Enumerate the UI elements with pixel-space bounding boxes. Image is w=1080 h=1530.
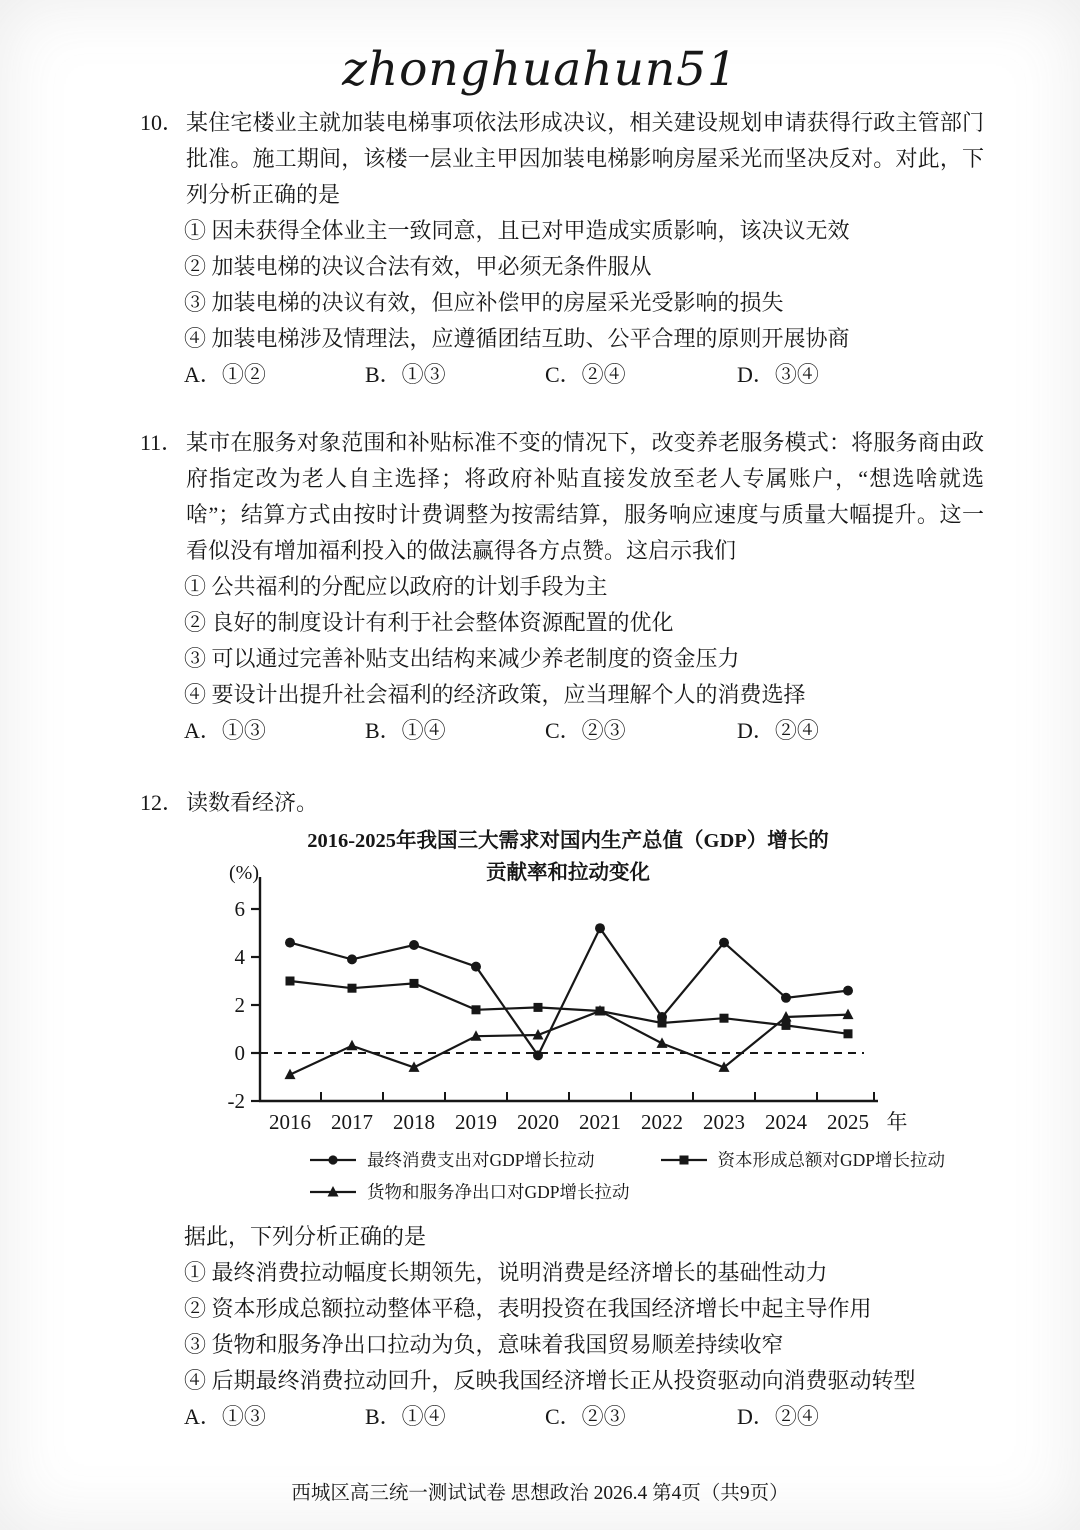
question-11-option-1: ① 公共福利的分配应以政府的计划手段为主 [184,574,608,599]
question-10-number: 10． [140,110,185,135]
question-11-option-4: ④ 要设计出提升社会福利的经济政策，应当理解个人的消费选择 [184,682,806,707]
question-11-number: 11． [140,430,184,455]
svg-text:2024: 2024 [765,1110,807,1134]
question-12-option-4: ④ 后期最终消费拉动回升，反映我国经济增长正从投资驱动向消费驱动转型 [184,1368,916,1393]
svg-text:2018: 2018 [393,1110,435,1134]
question-10-option-1: ① 因未获得全体业主一致同意，且已对甲造成实质影响，该决议无效 [184,218,850,243]
question-10-choice-a: A．①② [184,362,266,387]
question-11-answer-row [184,713,984,749]
page-footer: 西城区高三统一测试试卷 思想政治 2026.4 第4页（共9页） [291,1483,789,1504]
svg-text:2016: 2016 [269,1110,311,1134]
question-12-choice-b: B．①④ [365,1404,446,1429]
question-12-prompt: 据此，下列分析正确的是 [184,1224,427,1249]
question-10-option-4: ④ 加装电梯涉及情理法，应遵循团结互助、公平合理的原则开展协商 [184,326,850,351]
question-10-option-3: ③ 加装电梯的决议有效，但应补偿甲的房屋采光受影响的损失 [184,290,784,315]
svg-text:年: 年 [886,1110,908,1134]
question-11-stem: 某市在服务对象范围和补贴标准不变的情况下，改变养老服务模式：将服务商由政府指定改为老人自主选择；将政府补贴直接发放至老人专属账户，“想选啥就选啥”；结算方式由按时计费调整为按需结算，服务响应速度与质量大幅提升。这一看似没有增加福利投入的做法赢得各方点赞。这启示我们 [186,430,984,563]
question-12-number: 12． [140,790,185,815]
svg-text:2025: 2025 [827,1110,869,1134]
question-10-choice-c: C．②④ [545,362,626,387]
question-10-answer-row [184,357,984,393]
svg-text:0: 0 [234,1041,245,1065]
chart-title-line-2: 贡献率和拉动变化 [486,862,650,884]
legend-label-capital: 资本形成总额对GDP增长拉动 [717,1150,946,1170]
question-12-option-3: ③ 货物和服务净出口拉动为负，意味着我国贸易顺差持续收窄 [184,1332,784,1357]
question-10 [140,105,984,393]
svg-text:-2: -2 [227,1089,245,1113]
legend-triangle-marker-icon [308,1185,358,1199]
question-11-choice-a: A．①③ [184,718,266,743]
svg-text:2022: 2022 [641,1110,683,1134]
svg-text:2017: 2017 [331,1110,373,1134]
gdp-line-chart [210,863,920,1145]
question-11-choice-c: C．②③ [545,718,626,743]
question-12-option-1: ① 最终消费拉动幅度长期领先，说明消费是经济增长的基础性动力 [184,1260,828,1285]
question-11-choice-d: D．②④ [737,718,819,743]
question-12 [140,785,984,1435]
question-10-choice-d: D．③④ [737,362,819,387]
svg-text:(%): (%) [229,863,259,884]
chart-legend [308,1145,984,1207]
svg-text:2023: 2023 [703,1110,745,1134]
legend-square-marker-icon [659,1153,709,1167]
question-10-choice-b: B．①③ [365,362,446,387]
svg-text:2020: 2020 [517,1110,559,1134]
legend-item-net-export [308,1177,630,1207]
legend-circle-marker-icon [308,1153,358,1167]
legend-item-consumption [308,1145,595,1175]
question-12-choice-c: C．②③ [545,1404,626,1429]
svg-text:4: 4 [234,945,245,969]
svg-text:6: 6 [234,897,245,921]
question-12-intro: 读数看经济。 [186,790,319,815]
svg-text:2021: 2021 [579,1110,621,1134]
svg-text:2019: 2019 [455,1110,497,1134]
legend-label-net-export: 货物和服务净出口对GDP增长拉动 [367,1182,630,1202]
svg-text:2: 2 [234,993,245,1017]
question-12-answer-row [184,1399,984,1435]
question-11-choice-b: B．①④ [365,718,446,743]
question-11 [140,425,984,749]
legend-item-capital [659,1145,946,1175]
question-12-option-2: ② 资本形成总额拉动整体平稳，表明投资在我国经济增长中起主导作用 [184,1296,872,1321]
watermark-title: zhonghuahun51 [342,42,738,97]
question-11-option-3: ③ 可以通过完善补贴支出结构来减少养老制度的资金压力 [184,646,740,671]
question-12-choice-d: D．②④ [737,1404,819,1429]
question-10-stem: 某住宅楼业主就加装电梯事项依法形成决议，相关建设规划申请获得行政主管部门批准。施工期间，该楼一层业主甲因加装电梯影响房屋采光而坚决反对。对此，下列分析正确的是 [186,110,984,207]
question-11-option-2: ② 良好的制度设计有利于社会整体资源配置的优化 [184,610,674,635]
chart-title-line-1: 2016-2025年我国三大需求对国内生产总值（GDP）增长的 [307,830,829,852]
question-12-choice-a: A．①③ [184,1404,266,1429]
legend-label-consumption: 最终消费支出对GDP增长拉动 [367,1150,595,1170]
question-10-option-2: ② 加装电梯的决议合法有效，甲必须无条件服从 [184,254,652,279]
